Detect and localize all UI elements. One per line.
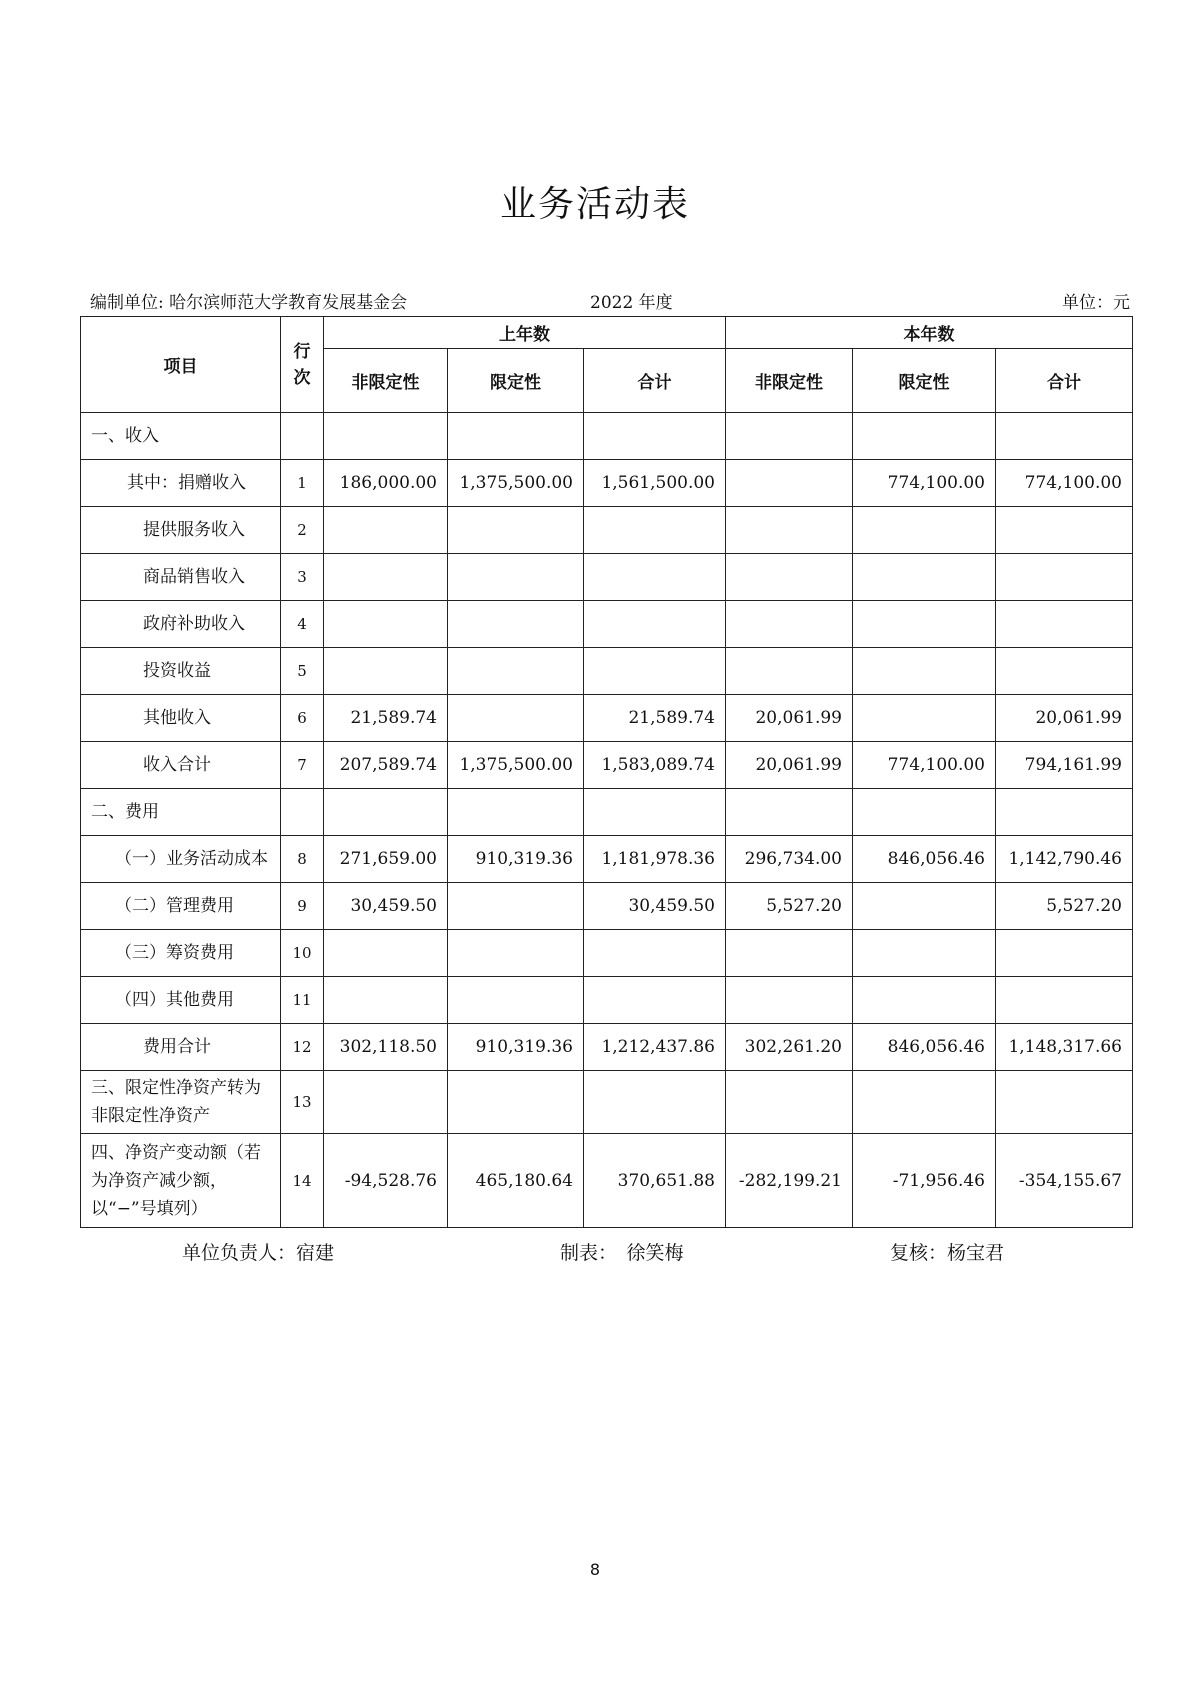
fiscal-year-label: 2022 年度 [590, 293, 673, 313]
row-item: 收入合计 [81, 742, 281, 789]
cell-curr-unrestricted [726, 648, 853, 695]
cell-curr-unrestricted: 20,061.99 [726, 695, 853, 742]
cell-prev-unrestricted [324, 507, 448, 554]
cell-prev-restricted [448, 413, 584, 460]
header-curr-unrestricted: 非限定性 [726, 349, 853, 413]
cell-prev-restricted: 1,375,500.00 [448, 460, 584, 507]
cell-curr-total: -354,155.67 [996, 1134, 1133, 1228]
table-row [81, 742, 1133, 789]
cell-prev-unrestricted [324, 554, 448, 601]
cell-curr-restricted [853, 695, 996, 742]
cell-prev-total: 1,181,978.36 [584, 836, 726, 883]
cell-curr-unrestricted [726, 977, 853, 1024]
row-line: 2 [281, 507, 324, 554]
cell-curr-total: 1,148,317.66 [996, 1024, 1133, 1071]
row-item: 一、收入 [81, 413, 281, 460]
cell-prev-total [584, 507, 726, 554]
cell-prev-restricted [448, 601, 584, 648]
row-item: 费用合计 [81, 1024, 281, 1071]
cell-prev-total: 30,459.50 [584, 883, 726, 930]
cell-curr-total [996, 930, 1133, 977]
cell-curr-restricted [853, 413, 996, 460]
cell-curr-restricted [853, 1071, 996, 1134]
table-row [81, 977, 1133, 1024]
signature-footer [0, 1238, 1190, 1266]
cell-prev-total: 1,583,089.74 [584, 742, 726, 789]
cell-curr-total [996, 648, 1133, 695]
cell-curr-unrestricted [726, 1071, 853, 1134]
table-row [81, 413, 1133, 460]
row-line: 13 [281, 1071, 324, 1134]
cell-prev-unrestricted [324, 789, 448, 836]
cell-curr-total [996, 789, 1133, 836]
row-line: 11 [281, 977, 324, 1024]
row-item: 其他收入 [81, 695, 281, 742]
cell-prev-unrestricted [324, 648, 448, 695]
cell-curr-unrestricted: 5,527.20 [726, 883, 853, 930]
cell-curr-restricted [853, 507, 996, 554]
cell-curr-unrestricted [726, 601, 853, 648]
cell-prev-unrestricted [324, 413, 448, 460]
header-prev-year: 上年数 [324, 317, 726, 349]
header-curr-total: 合计 [996, 349, 1133, 413]
cell-prev-total [584, 648, 726, 695]
row-item: 提供服务收入 [81, 507, 281, 554]
cell-prev-unrestricted [324, 930, 448, 977]
cell-curr-unrestricted: 296,734.00 [726, 836, 853, 883]
row-item: 其中：捐赠收入 [81, 460, 281, 507]
cell-prev-restricted [448, 883, 584, 930]
table-row [81, 789, 1133, 836]
row-line: 14 [281, 1134, 324, 1228]
cell-prev-restricted [448, 977, 584, 1024]
cell-prev-restricted: 1,375,500.00 [448, 742, 584, 789]
cell-prev-unrestricted: 207,589.74 [324, 742, 448, 789]
cell-prev-total: 21,589.74 [584, 695, 726, 742]
cell-prev-restricted [448, 695, 584, 742]
page-number: 8 [589, 1560, 601, 1579]
table-row [81, 648, 1133, 695]
business-activity-table [80, 316, 1133, 1228]
header-prev-unrestricted: 非限定性 [324, 349, 448, 413]
cell-prev-unrestricted: 271,659.00 [324, 836, 448, 883]
cell-prev-restricted [448, 1071, 584, 1134]
row-line: 4 [281, 601, 324, 648]
cell-prev-total [584, 977, 726, 1024]
row-line: 5 [281, 648, 324, 695]
cell-curr-unrestricted [726, 554, 853, 601]
cell-curr-total: 794,161.99 [996, 742, 1133, 789]
cell-curr-restricted [853, 554, 996, 601]
cell-prev-total: 1,212,437.86 [584, 1024, 726, 1071]
cell-curr-total: 20,061.99 [996, 695, 1133, 742]
table-row [81, 460, 1133, 507]
row-line: 1 [281, 460, 324, 507]
cell-curr-total [996, 977, 1133, 1024]
table-row [81, 601, 1133, 648]
cell-curr-restricted: 774,100.00 [853, 460, 996, 507]
header-curr-restricted: 限定性 [853, 349, 996, 413]
cell-curr-restricted: 774,100.00 [853, 742, 996, 789]
cell-curr-restricted: -71,956.46 [853, 1134, 996, 1228]
row-line [281, 413, 324, 460]
cell-curr-total [996, 507, 1133, 554]
row-line: 9 [281, 883, 324, 930]
cell-prev-restricted: 910,319.36 [448, 836, 584, 883]
cell-curr-restricted [853, 977, 996, 1024]
cell-curr-total [996, 554, 1133, 601]
cell-curr-unrestricted: 20,061.99 [726, 742, 853, 789]
row-line: 7 [281, 742, 324, 789]
row-item: 商品销售收入 [81, 554, 281, 601]
cell-curr-total: 1,142,790.46 [996, 836, 1133, 883]
row-item: 政府补助收入 [81, 601, 281, 648]
cell-curr-restricted: 846,056.46 [853, 1024, 996, 1071]
cell-prev-restricted: 910,319.36 [448, 1024, 584, 1071]
cell-prev-unrestricted: -94,528.76 [324, 1134, 448, 1228]
header-prev-total: 合计 [584, 349, 726, 413]
page-title: 业务活动表 [499, 184, 690, 225]
table-row [81, 1134, 1133, 1228]
cell-curr-unrestricted [726, 789, 853, 836]
row-line: 12 [281, 1024, 324, 1071]
cell-prev-restricted [448, 554, 584, 601]
cell-prev-total [584, 413, 726, 460]
cell-prev-total [584, 930, 726, 977]
row-item: 三、限定性净资产转为非限定性净资产 [81, 1071, 281, 1134]
cell-curr-unrestricted: 302,261.20 [726, 1024, 853, 1071]
row-line: 6 [281, 695, 324, 742]
header-item: 项目 [81, 317, 281, 413]
cell-prev-total: 1,561,500.00 [584, 460, 726, 507]
preparer-label: 制表： 徐笑梅 [560, 1242, 684, 1264]
cell-prev-total [584, 1071, 726, 1134]
cell-curr-unrestricted [726, 930, 853, 977]
header-line-number [281, 317, 324, 413]
table-row [81, 1071, 1133, 1134]
cell-prev-unrestricted: 186,000.00 [324, 460, 448, 507]
cell-curr-total [996, 601, 1133, 648]
report-meta [90, 288, 1130, 314]
cell-prev-total [584, 601, 726, 648]
table-body [81, 413, 1133, 1228]
row-line: 10 [281, 930, 324, 977]
cell-curr-total: 5,527.20 [996, 883, 1133, 930]
cell-prev-restricted [448, 648, 584, 695]
cell-curr-restricted [853, 601, 996, 648]
header-prev-restricted: 限定性 [448, 349, 584, 413]
cell-curr-restricted [853, 930, 996, 977]
cell-prev-total [584, 554, 726, 601]
reviewer-label: 复核：杨宝君 [890, 1242, 1005, 1264]
cell-prev-total [584, 789, 726, 836]
cell-prev-restricted [448, 930, 584, 977]
cell-curr-restricted [853, 789, 996, 836]
table-row [81, 883, 1133, 930]
unit-head-label: 单位负责人：宿建 [182, 1242, 335, 1264]
table-row [81, 695, 1133, 742]
cell-prev-restricted [448, 789, 584, 836]
cell-prev-unrestricted: 21,589.74 [324, 695, 448, 742]
cell-curr-unrestricted [726, 460, 853, 507]
cell-curr-unrestricted: -282,199.21 [726, 1134, 853, 1228]
row-item: 四、净资产变动额（若为净资产减少额，以“−”号填列） [81, 1134, 281, 1228]
row-item: （一）业务活动成本 [81, 836, 281, 883]
row-line [281, 789, 324, 836]
cell-prev-total: 370,651.88 [584, 1134, 726, 1228]
row-item: （三）筹资费用 [81, 930, 281, 977]
row-item: 投资收益 [81, 648, 281, 695]
cell-curr-total [996, 1071, 1133, 1134]
cell-prev-unrestricted: 302,118.50 [324, 1024, 448, 1071]
cell-curr-total: 774,100.00 [996, 460, 1133, 507]
cell-curr-total [996, 413, 1133, 460]
header-curr-year: 本年数 [726, 317, 1133, 349]
table-row [81, 836, 1133, 883]
table-row [81, 930, 1133, 977]
table-row [81, 507, 1133, 554]
cell-prev-restricted: 465,180.64 [448, 1134, 584, 1228]
cell-prev-unrestricted [324, 977, 448, 1024]
cell-curr-restricted [853, 883, 996, 930]
row-line: 3 [281, 554, 324, 601]
cell-curr-unrestricted [726, 507, 853, 554]
cell-prev-unrestricted [324, 1071, 448, 1134]
row-line: 8 [281, 836, 324, 883]
cell-prev-unrestricted: 30,459.50 [324, 883, 448, 930]
row-item: （四）其他费用 [81, 977, 281, 1024]
organization-label: 编制单位: 哈尔滨师范大学教育发展基金会 [90, 293, 408, 313]
table-row [81, 1024, 1133, 1071]
cell-curr-restricted [853, 648, 996, 695]
cell-prev-unrestricted [324, 601, 448, 648]
table-row [81, 554, 1133, 601]
header-line-text: 行次 [293, 341, 311, 388]
currency-unit-label: 单位：元 [1062, 293, 1130, 313]
cell-curr-restricted: 846,056.46 [853, 836, 996, 883]
row-item: 二、费用 [81, 789, 281, 836]
row-item: （二）管理费用 [81, 883, 281, 930]
cell-prev-restricted [448, 507, 584, 554]
cell-curr-unrestricted [726, 413, 853, 460]
